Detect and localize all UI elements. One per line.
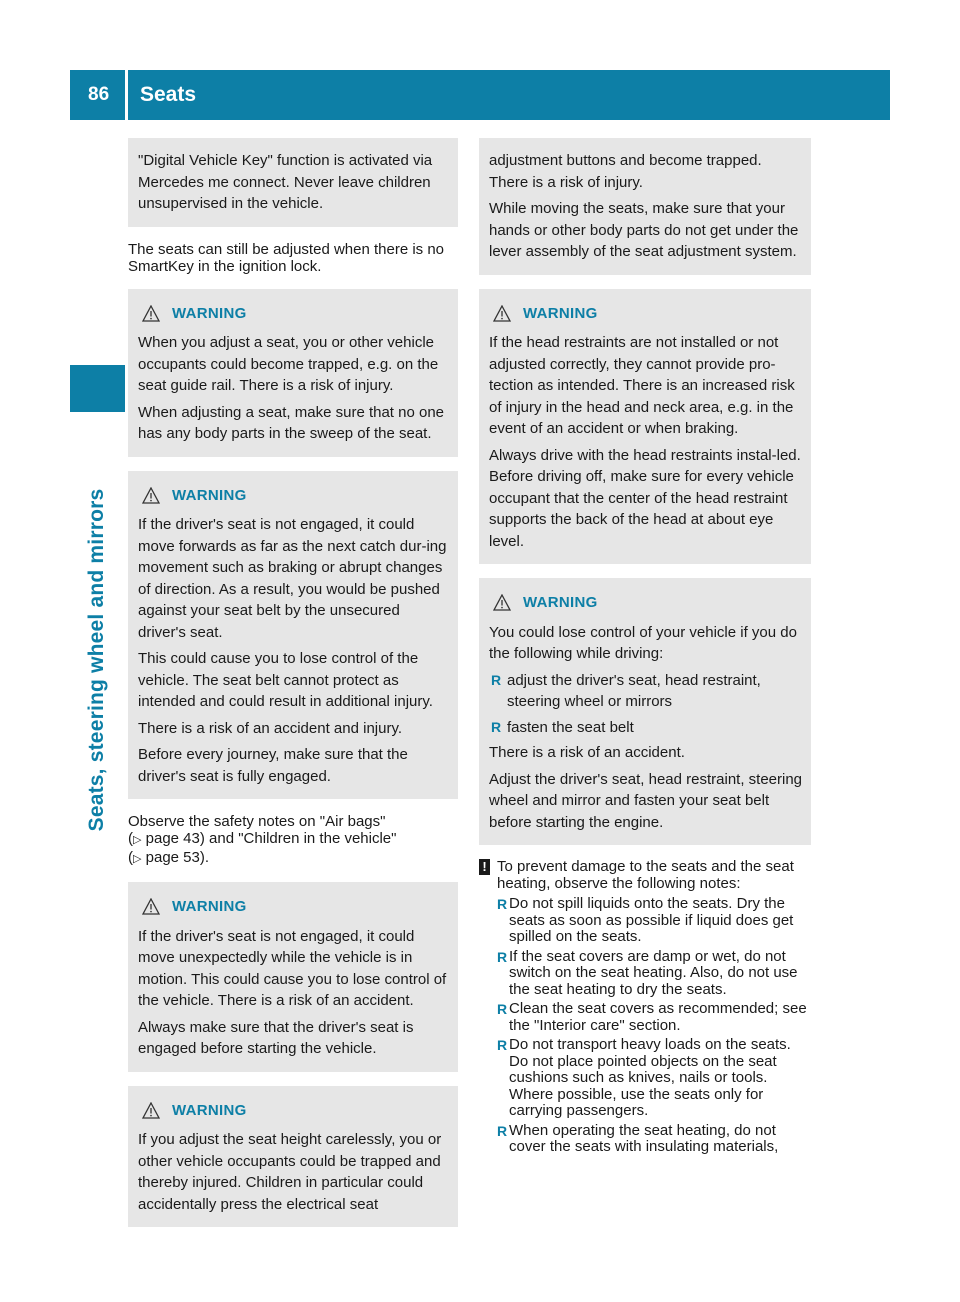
warning-box	[128, 289, 458, 457]
body-paragraph-xref: Observe the safety notes on "Air bags" (▷ page 43) and "Children in the vehicle" (▷ page 53).	[128, 813, 397, 866]
warning-triangle-icon	[142, 487, 160, 504]
box-paragraph: "Digital Vehicle Key" function is activated via Mercedes me connect. Never leave children unsupervised in the vehicle.	[138, 152, 433, 212]
notice-intro: To prevent damage to the seats and the seat heating, observe the following notes:	[497, 858, 794, 892]
warning-text: You could lose control of your vehicle if you do the following while driving:	[489, 623, 797, 662]
page-header	[70, 70, 890, 120]
page-number-tab	[70, 70, 125, 120]
warning-heading	[138, 896, 450, 918]
section-label: Seats, steering wheel and mirrors	[85, 488, 108, 832]
bullet-icon: R	[497, 896, 508, 912]
list-item	[497, 1037, 811, 1120]
warning-text: Always drive with the head restraints instal-led. Before driving off, make sure for every vehicle occupant that the center of the head restraint supports the back of the head at about eye level.	[489, 446, 801, 550]
warning-text: If the driver's seat is not engaged, it could move forwards as far as the next catch dur-ing movement such as braking or abrupt changes of direction. As a result, you would be pushed against your seat belt by the unsecured driver's seat.	[138, 516, 447, 641]
list-item-text: adjust the driver's seat, head restraint, steering wheel or mirrors	[507, 671, 761, 710]
warning-box	[128, 471, 458, 800]
warning-box	[128, 1086, 458, 1228]
list-item	[497, 1123, 811, 1156]
warning-bullet-list	[489, 670, 803, 739]
list-item	[497, 949, 811, 999]
warning-text: If the driver's seat is not engaged, it could move unexpectedly while the vehicle is in motion. This could cause you to lose control of the vehicle. There is a risk of an accident.	[138, 927, 447, 1009]
warning-box	[479, 289, 811, 565]
list-item	[489, 717, 803, 739]
notice-exclamation-icon: !	[479, 859, 490, 875]
list-item-text: Clean the seat covers as recommended; see the "Interior care" section.	[509, 1000, 807, 1034]
warning-text: There is a risk of an accident and injury.	[138, 719, 403, 737]
list-item	[497, 896, 811, 946]
warning-heading	[489, 303, 803, 325]
warning-text: There is a risk of an accident.	[489, 744, 685, 761]
warning-label: WARNING	[172, 304, 247, 322]
xref-link-children[interactable]: page 53	[145, 849, 200, 866]
warning-box-continued	[479, 138, 811, 275]
notice-block	[479, 859, 811, 1156]
arrow-right-icon: ▷	[133, 853, 142, 865]
warning-triangle-icon	[142, 1102, 160, 1119]
warning-text: If the head restraints are not installed or not adjusted correctly, they cannot provide pro-tection as intended. There is an increased risk of injury in the head and neck area, e.g. in the event of an accident or when braking.	[489, 334, 795, 437]
warning-box	[128, 882, 458, 1072]
warning-text: If you adjust the seat height carelessly, you or other vehicle occupants could be trapped and thereby injured. Children in particular could accidentally press the electrical seat	[138, 1131, 442, 1213]
warning-text: adjustment buttons and become trapped. There is a risk of injury.	[489, 152, 762, 191]
right-column	[479, 140, 811, 1159]
list-item-text: fasten the seat belt	[507, 718, 634, 736]
section-marker	[70, 365, 125, 412]
warning-heading	[489, 592, 803, 614]
warning-triangle-icon	[493, 305, 511, 322]
body-paragraph: The seats can still be adjusted when there is no SmartKey in the ignition lock.	[128, 240, 445, 275]
warning-text: Always make sure that the driver's seat is engaged before starting the vehicle.	[138, 1018, 414, 1057]
xref-text: ) and "Children in the vehicle"	[199, 830, 397, 847]
warning-label: WARNING	[172, 1101, 247, 1119]
bullet-icon: R	[497, 1001, 508, 1017]
warning-triangle-icon	[493, 594, 511, 611]
chapter-title: Seats	[140, 83, 197, 106]
list-item-text: Do not transport heavy loads on the seats. Do not place pointed objects on the seat cushions such as knives, nails or tools. Where possible, use the seats only for carrying passengers.	[509, 1036, 791, 1119]
bullet-icon: R	[491, 718, 502, 735]
xref-text: Observe the safety notes on "Air bags"	[128, 813, 386, 830]
warning-label: WARNING	[172, 898, 247, 915]
list-item-text: Do not spill liquids onto the seats. Dry the seats as soon as possible if liquid does get spilled on the seats.	[509, 895, 794, 945]
warning-text: When adjusting a seat, make sure that no one has any body parts in the sweep of the seat.	[138, 403, 445, 442]
warning-heading	[138, 303, 450, 325]
warning-label: WARNING	[523, 304, 598, 322]
list-item-text: If the seat covers are damp or wet, do not switch on the seat heating. Also, do not use the seat heating to dry the seats.	[509, 947, 798, 998]
warning-triangle-icon	[142, 898, 160, 915]
warning-heading	[138, 1100, 450, 1122]
warning-triangle-icon	[142, 305, 160, 322]
left-column	[128, 140, 458, 1241]
warning-label: WARNING	[523, 594, 598, 611]
warning-text: Adjust the driver's seat, head restraint, steering wheel and mirror and fasten your seat belt before starting the engine.	[489, 770, 803, 831]
chapter-title-bar	[128, 70, 890, 120]
warning-text: Before every journey, make sure that the driver's seat is fully engaged.	[138, 746, 408, 785]
bullet-icon: R	[497, 1037, 508, 1053]
bullet-icon: R	[491, 671, 502, 688]
xref-text: ).	[199, 849, 210, 866]
warning-box	[479, 578, 811, 845]
bullet-icon: R	[497, 1122, 508, 1139]
warning-text: When you adjust a seat, you or other vehicle occupants could become trapped, e.g. on the seat guide rail. There is a risk of injury.	[138, 334, 439, 394]
warning-text: While moving the seats, make sure that your hands or other body parts do not get under the lever assembly of the seat adjustment system.	[489, 200, 799, 260]
list-item	[497, 1001, 811, 1034]
bullet-icon: R	[497, 948, 508, 965]
warning-heading	[138, 485, 450, 507]
page-number: 86	[88, 84, 110, 105]
info-box-continued	[128, 138, 458, 227]
list-item	[489, 670, 803, 713]
warning-text: This could cause you to lose control of the vehicle. The seat belt cannot protect as intended and could result in additional injury.	[138, 650, 433, 710]
notice-bullet-list	[497, 896, 811, 1156]
list-item-text: When operating the seat heating, do not cover the seats with insulating materials,	[509, 1121, 779, 1155]
arrow-right-icon: ▷	[133, 834, 142, 846]
xref-link-air-bags[interactable]: page 43	[145, 830, 200, 847]
warning-label: WARNING	[172, 486, 247, 504]
